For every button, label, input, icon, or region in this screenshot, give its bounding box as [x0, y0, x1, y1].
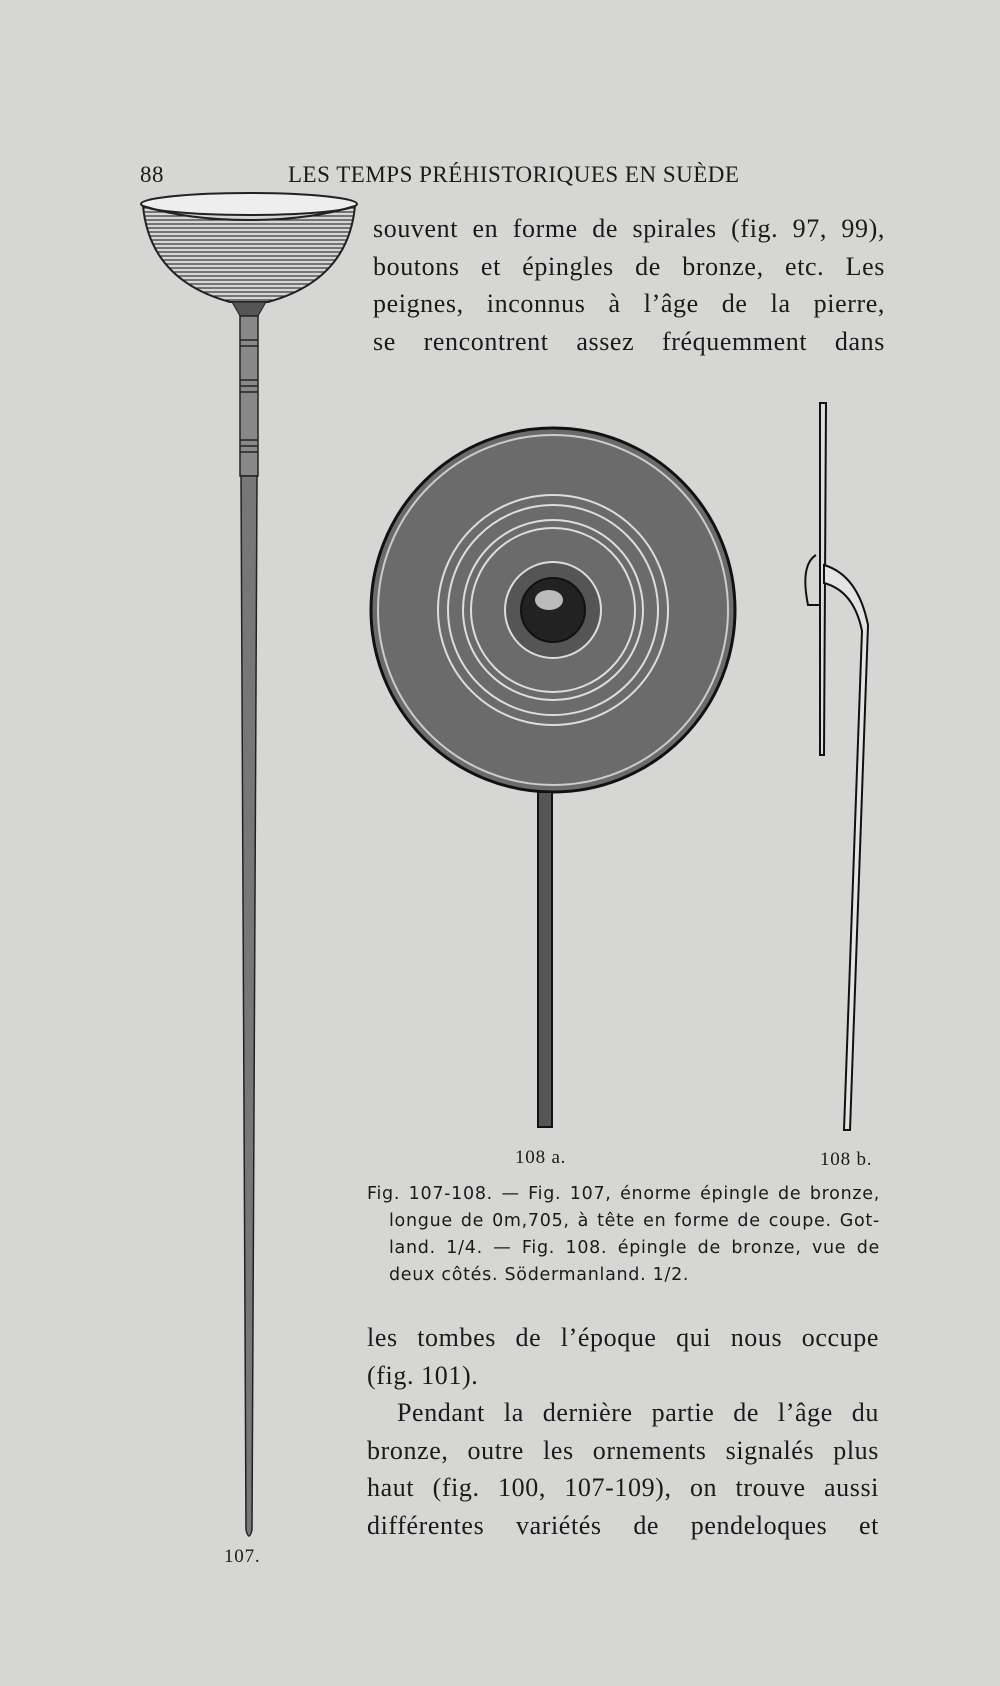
figure-label-108b: 108 b.	[820, 1149, 873, 1170]
running-title: LES TEMPS PRÉHISTORIQUES EN SUÈDE	[288, 162, 740, 187]
text-line: haut (fig. 100, 107-109), on trouve aussi	[367, 1473, 879, 1502]
text-line: souvent en forme de spirales (fig. 97, 99),	[373, 214, 885, 243]
text-line: se rencontrent assez fréquemment dans	[373, 326, 885, 356]
body-text-top	[373, 210, 885, 360]
text-line: (fig. 101).	[367, 1360, 479, 1390]
running-header	[140, 162, 760, 192]
page-number: 88	[140, 162, 164, 187]
caption-line: deux côtés. Södermanland. 1/2.	[389, 1265, 690, 1285]
body-text-bottom	[367, 1319, 879, 1544]
caption-line: longue de 0m,705, à tête en forme de coupe. Got-	[389, 1211, 880, 1231]
text-line: les tombes de l’époque qui nous occupe	[367, 1323, 879, 1352]
text-line: différentes variétés de pendeloques et	[367, 1510, 879, 1540]
caption-line: Fig. 107-108. — Fig. 107, énorme épingle de bronze,	[367, 1184, 880, 1204]
caption-line: land. 1/4. — Fig. 108. épingle de bronze, vue de	[389, 1238, 880, 1258]
text-line: boutons et épingles de bronze, etc. Les	[373, 251, 885, 281]
figure-label-108a: 108 a.	[515, 1147, 567, 1168]
figure-108a-disc-pin	[365, 420, 745, 1140]
text-line: peignes, inconnus à l’âge de la pierre,	[373, 289, 885, 318]
figure-108b-pin-side-view	[780, 395, 890, 1145]
text-line: bronze, outre les ornements signalés plus	[367, 1435, 879, 1465]
figure-label-107: 107.	[224, 1546, 261, 1567]
figure-caption	[367, 1181, 880, 1289]
text-line: Pendant la dernière partie de l’âge du	[397, 1398, 879, 1427]
figure-107-cup-pin	[140, 190, 370, 1550]
